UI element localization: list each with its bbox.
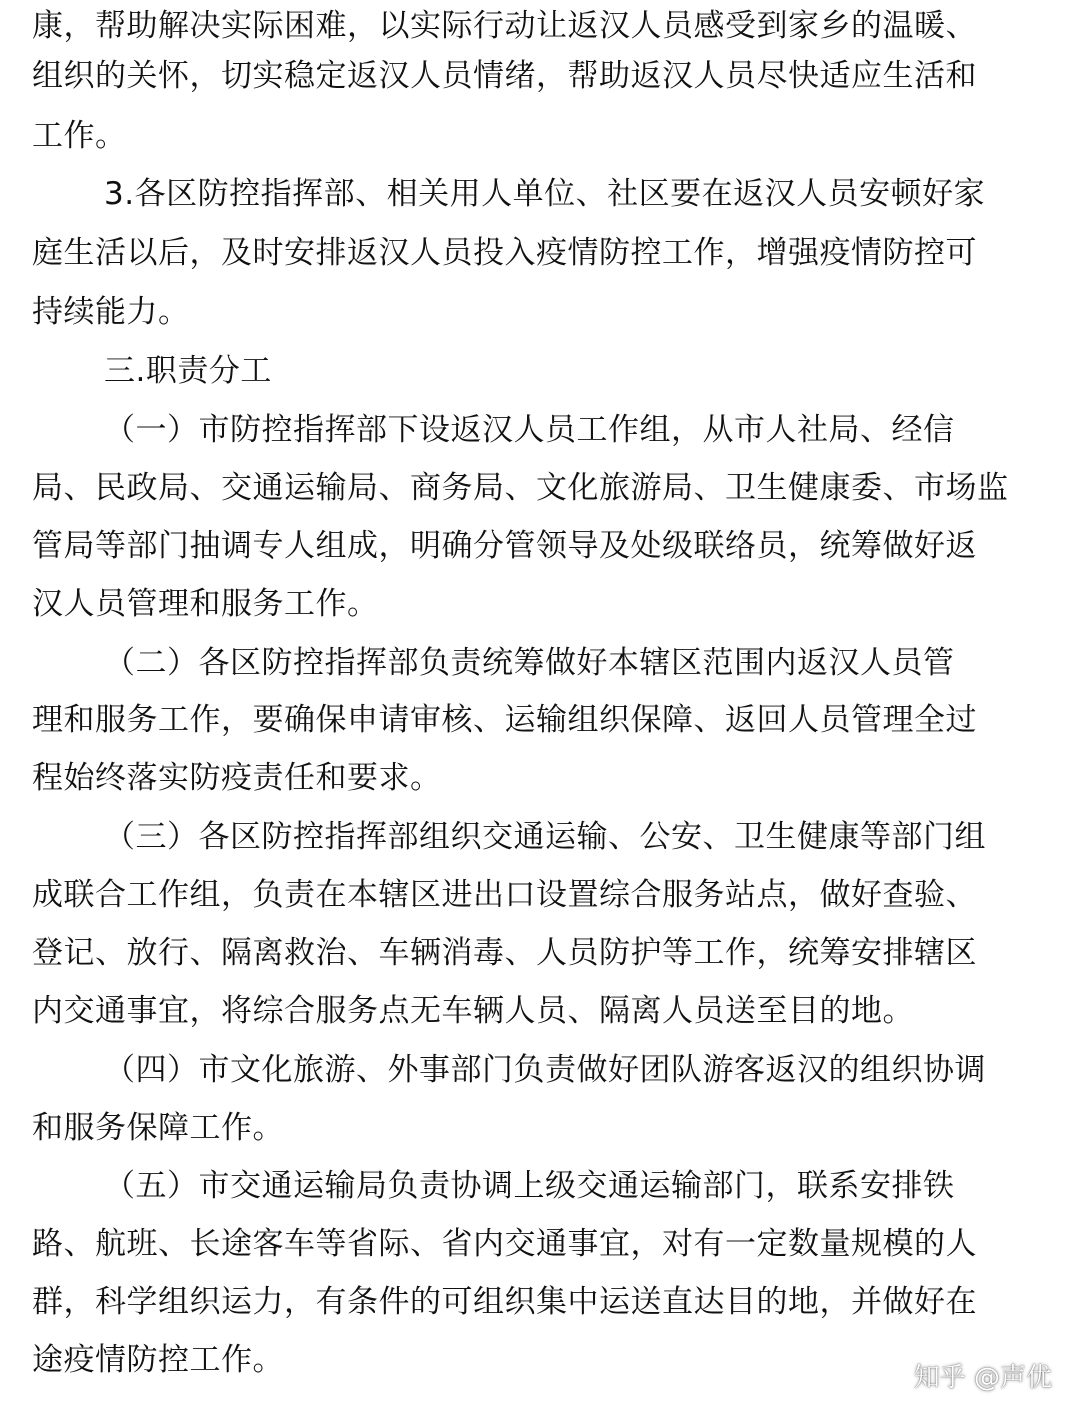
paragraph-line: 登记、放行、隔离救治、车辆消毒、人员防护等工作，统筹安排辖区 <box>32 935 977 971</box>
paragraph-line: 庭生活以后，及时安排返汉人员投入疫情防控工作，增强疫情防控可 <box>32 235 977 271</box>
paragraph-line: 持续能力。 <box>32 294 190 330</box>
paragraph-line: 局、民政局、交通运输局、商务局、文化旅游局、卫生健康委、市场监 <box>32 470 1009 506</box>
paragraph-line: 管局等部门抽调专人组成，明确分管领导及处级联络员，统筹做好返 <box>32 528 977 564</box>
paragraph-line: 成联合工作组，负责在本辖区进出口设置综合服务站点，做好查验、 <box>32 877 977 913</box>
paragraph-line: 工作。 <box>32 118 127 154</box>
paragraph-line: 组织的关怀，切实稳定返汉人员情绪，帮助返汉人员尽快适应生活和 <box>32 58 977 94</box>
paragraph-line: （四）市文化旅游、外事部门负责做好团队游客返汉的组织协调 <box>104 1052 986 1088</box>
paragraph-line: （一）市防控指挥部下设返汉人员工作组，从市人社局、经信 <box>104 412 955 448</box>
paragraph-line: 路、航班、长途客车等省际、省内交通事宜，对有一定数量规模的人 <box>32 1226 977 1262</box>
paragraph-line: （五）市交通运输局负责协调上级交通运输部门，联系安排铁 <box>104 1168 955 1204</box>
paragraph-line: 途疫情防控工作。 <box>32 1342 284 1378</box>
zhihu-watermark: 知乎 @声优 <box>913 1363 1052 1393</box>
paragraph-line: 群，科学组织运力，有条件的可组织集中运送直达目的地，并做好在 <box>32 1284 977 1320</box>
section-heading: 三.职责分工 <box>104 353 272 389</box>
paragraph-line: 和服务保障工作。 <box>32 1110 284 1146</box>
paragraph-line: 理和服务工作，要确保申请审核、运输组织保障、返回人员管理全过 <box>32 702 977 738</box>
paragraph-line: 汉人员管理和服务工作。 <box>32 586 379 622</box>
paragraph-line: （二）各区防控指挥部负责统筹做好本辖区范围内返汉人员管 <box>104 645 955 681</box>
paragraph-line: 康，帮助解决实际困难，以实际行动让返汉人员感受到家乡的温暖、 <box>32 8 977 44</box>
paragraph-line: 3.各区防控指挥部、相关用人单位、社区要在返汉人员安顿好家 <box>104 176 986 212</box>
paragraph-line: 程始终落实防疫责任和要求。 <box>32 760 442 796</box>
paragraph-line: 内交通事宜，将综合服务点无车辆人员、隔离人员送至目的地。 <box>32 993 914 1029</box>
paragraph-line: （三）各区防控指挥部组织交通运输、公安、卫生健康等部门组 <box>104 819 986 855</box>
